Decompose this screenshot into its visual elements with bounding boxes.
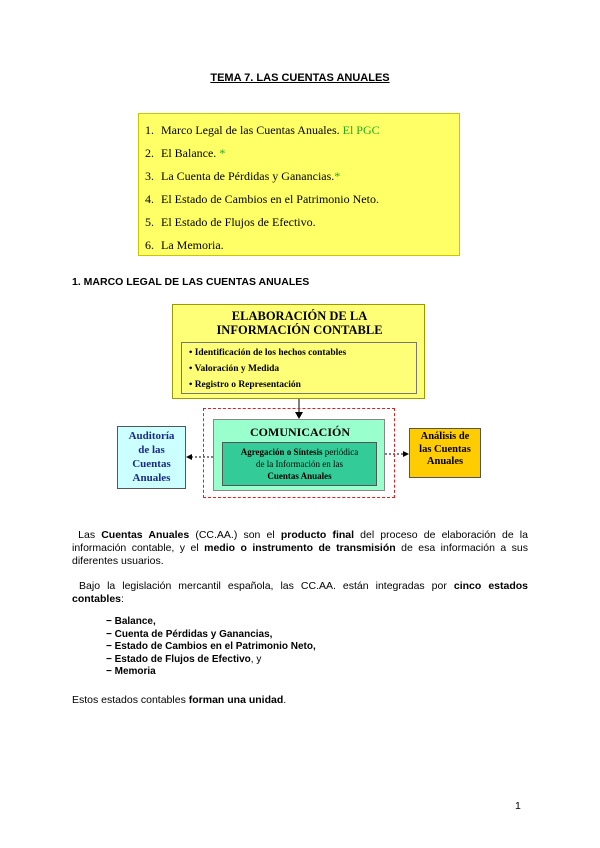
comunicacion-box bbox=[213, 419, 385, 491]
list-item: − Estado de Cambios en el Patrimonio Neto, bbox=[106, 641, 316, 652]
paragraph-unidad: Estos estados contables forman una unidad. bbox=[72, 694, 287, 706]
paragraph-legislacion: Bajo la legislación mercantil española, las CC.AA. están integradas por cinco estados contables: bbox=[72, 580, 528, 605]
list-item: • Valoración y Medida bbox=[189, 364, 280, 374]
toc-item: 1. Marco Legal de las Cuentas Anuales. El PGC bbox=[145, 123, 380, 137]
list-item: − Balance, bbox=[106, 616, 156, 627]
elaboracion-title: ELABORACIÓN DE LA INFORMACIÓN CONTABLE bbox=[216, 309, 383, 337]
toc-item: 3. La Cuenta de Pérdidas y Ganancias.* bbox=[145, 169, 341, 183]
auditoria-box: Auditoría de las Cuentas Anuales bbox=[117, 426, 186, 489]
list-item: − Memoria bbox=[106, 666, 156, 677]
list-item: • Registro o Representación bbox=[189, 380, 301, 390]
list-item: − Cuenta de Pérdidas y Ganancias, bbox=[106, 628, 273, 640]
estados-list bbox=[106, 616, 316, 679]
comunicacion-title: COMUNICACIÓN bbox=[250, 425, 350, 439]
analisis-box: Análisis de las Cuentas Anuales bbox=[409, 428, 481, 478]
toc-item: 2. El Balance. * bbox=[145, 146, 226, 160]
page-number: 1 bbox=[515, 800, 521, 812]
comunicacion-text: Agregación o Síntesis periódica de la Información en las Cuentas Anuales bbox=[222, 442, 377, 486]
list-item: − Estado de Flujos de Efectivo, y bbox=[106, 653, 262, 665]
toc-item: 5. El Estado de Flujos de Efectivo. bbox=[145, 215, 316, 229]
page-title: TEMA 7. LAS CUENTAS ANUALES bbox=[210, 72, 390, 84]
toc-item: 4. El Estado de Cambios en el Patrimonio Neto. bbox=[145, 192, 379, 206]
paragraph-cuentas-anuales: Las Cuentas Anuales (CC.AA.) son el producto final del proceso de elaboración de la información contable, y el medio o instrumento de transmisión de esa información a sus diferentes usuarios. bbox=[72, 529, 528, 567]
list-item: • Identificación de los hechos contables bbox=[189, 348, 347, 358]
section-heading: 1. MARCO LEGAL DE LAS CUENTAS ANUALES bbox=[72, 276, 310, 288]
toc-item: 6. La Memoria. bbox=[145, 238, 224, 252]
left-arrow-head bbox=[186, 454, 192, 460]
